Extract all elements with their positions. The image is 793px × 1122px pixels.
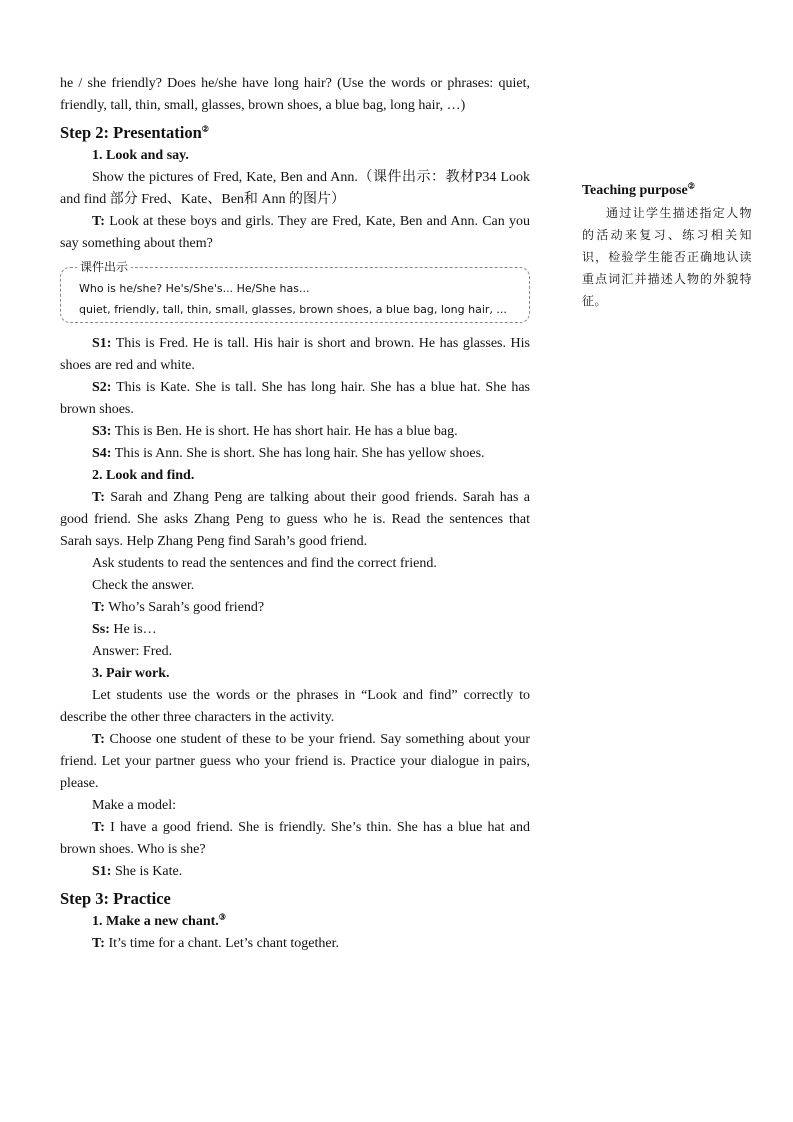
speaker-label: T: (92, 820, 105, 835)
answer-line: Answer: Fred. (92, 644, 173, 659)
courseware-box-title: 课件出示 (77, 258, 131, 276)
teaching-purpose-title-text: Teaching purpose (582, 183, 688, 198)
speaker-label: S3: (92, 424, 112, 439)
speech-text: Who’s Sarah’s good friend? (104, 600, 265, 615)
speech-text: It’s time for a chant. Let’s chant together. (104, 936, 340, 951)
pair-work-instruction: Let students use the words or the phrases in “Look and find” correctly to describe the other three characters in the activity. (60, 688, 530, 725)
check-answer-line: Check the answer. (92, 578, 195, 593)
speaker-label: T: (92, 732, 105, 747)
students-line (60, 619, 530, 641)
look-and-say-heading: 1. Look and say. (92, 148, 189, 163)
teaching-purpose-text: 通过让学生描述指定人物的活动来复习、练习相关知识，检验学生能否正确地认读重点词汇并描述人物的外貌特征。 (582, 206, 752, 308)
chant-heading (60, 911, 530, 933)
step2-heading (60, 121, 530, 145)
teacher-line-pair-work (60, 729, 530, 795)
teacher-chant-line (60, 933, 530, 955)
speech-text: She is Kate. (111, 864, 183, 879)
speaker-label: T: (92, 214, 105, 229)
speaker-label: T: (92, 600, 105, 615)
speech-text: Sarah and Zhang Peng are talking about their good friends. Sarah has a good friend. She asks Zhang Peng to guess who he is. Read the sentences that Sarah says. Help Zhang Peng find Sarah’s good friend. (60, 490, 530, 549)
teaching-purpose-mark: ② (687, 181, 695, 191)
teaching-purpose-title (582, 180, 752, 202)
make-model-line: Make a model: (92, 798, 176, 813)
student-line-s3 (60, 421, 530, 443)
speech-text: This is Ann. She is short. She has long hair. She has yellow shoes. (111, 446, 485, 461)
speech-text: This is Ben. He is short. He has short hair. He has a blue bag. (111, 424, 458, 439)
speaker-label: S1: (92, 336, 112, 351)
speech-text: Look at these boys and girls. They are Fred, Kate, Ben and Ann. Can you say something about them? (60, 214, 530, 251)
speaker-label: T: (92, 490, 105, 505)
speech-text: Choose one student of these to be your friend. Say something about your friend. Let your partner guess who your friend is. Practice your dialogue in pairs, please. (60, 732, 530, 791)
speaker-label: T: (92, 936, 105, 951)
speech-text: This is Fred. He is tall. His hair is short and brown. He has glasses. His shoes are red and white. (60, 336, 530, 373)
courseware-line-2: quiet, friendly, tall, thin, small, glasses, brown shoes, a blue bag, long hair, ... (79, 303, 507, 316)
speech-text: This is Kate. She is tall. She has long hair. She has a blue hat. She has brown shoes. (60, 380, 530, 417)
student-line-s2 (60, 377, 530, 421)
chant-footnote-mark: ③ (218, 912, 226, 922)
speech-text: He is… (109, 622, 157, 637)
ask-students-line: Ask students to read the sentences and find the correct friend. (92, 556, 437, 571)
speaker-label: S2: (92, 380, 112, 395)
student-answer-line (60, 861, 530, 883)
student-line-s1 (60, 333, 530, 377)
teaching-purpose-note (582, 180, 752, 312)
teacher-line-look-and-say (60, 211, 530, 255)
pair-work-heading: 3. Pair work. (92, 666, 170, 681)
chant-heading-text: 1. Make a new chant. (92, 914, 219, 929)
courseware-line-1: Who is he/she? He's/She's... He/She has... (79, 282, 310, 295)
lesson-body (60, 73, 530, 955)
speech-text: I have a good friend. She is friendly. She’s thin. She has a blue hat and brown shoes. Who is she? (60, 820, 530, 857)
step2-footnote-mark: ② (201, 124, 209, 134)
teacher-question-line (60, 597, 530, 619)
intro-paragraph: he / she friendly? Does he/she have long hair? (Use the words or phrases: quiet, friendly, tall, thin, small, glasses, brown shoes, a blue bag, long hair, …) (60, 76, 530, 113)
step2-title: Step 2: Presentation (60, 123, 202, 142)
student-line-s4 (60, 443, 530, 465)
look-and-find-heading: 2. Look and find. (92, 468, 195, 483)
speaker-label: S4: (92, 446, 112, 461)
speaker-label: S1: (92, 864, 112, 879)
teacher-model-line (60, 817, 530, 861)
teacher-line-look-and-find (60, 487, 530, 553)
look-and-say-instruction: Show the pictures of Fred, Kate, Ben and Ann.（课件出示：教材P34 Look and find 部分 Fred、Kate、Ben和 Ann 的图片） (60, 170, 530, 207)
step3-heading: Step 3: Practice (60, 889, 171, 908)
courseware-box (60, 260, 530, 323)
speaker-label: Ss: (92, 622, 110, 637)
